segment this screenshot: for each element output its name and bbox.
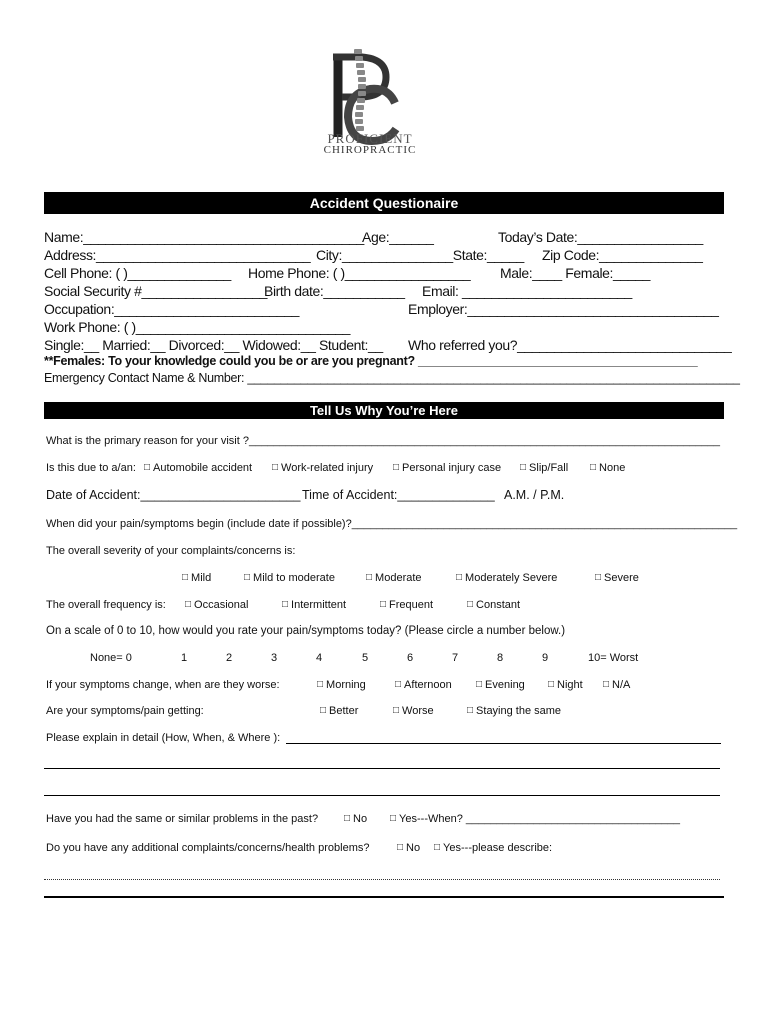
option-constant[interactable]: □ Constant	[467, 599, 521, 611]
checkbox-icon[interactable]: □	[317, 679, 324, 690]
option-worse[interactable]: □ Worse	[393, 705, 434, 717]
worse-time-label: If your symptoms change, when are they worse:	[46, 679, 280, 691]
checkbox-icon[interactable]: □	[393, 705, 400, 716]
describe-line[interactable]	[44, 879, 720, 880]
gender-field[interactable]: Male:____ Female:_____	[500, 265, 650, 281]
due-to-label: Is this due to a/an:	[46, 462, 136, 474]
occupation-field[interactable]: Occupation:_________________________	[44, 301, 299, 317]
scale-1[interactable]: 1	[181, 652, 188, 664]
checkbox-icon[interactable]: □	[182, 572, 189, 583]
city-state-field[interactable]: City:_______________State:_____	[316, 247, 524, 263]
zip-code-field[interactable]: Zip Code:______________	[542, 247, 703, 263]
option-morning[interactable]: □ Morning	[317, 679, 366, 691]
scale-5[interactable]: 5	[362, 652, 369, 664]
checkbox-icon[interactable]: □	[320, 705, 327, 716]
checkbox-icon[interactable]: □	[380, 599, 387, 610]
option-afternoon[interactable]: □ Afternoon	[395, 679, 452, 691]
scale-7[interactable]: 7	[452, 652, 459, 664]
option-severe[interactable]: □ Severe	[595, 572, 639, 584]
severity-label: The overall severity of your complaints/concerns is:	[46, 545, 296, 557]
bottom-rule	[44, 896, 724, 898]
checkbox-icon[interactable]: □	[467, 705, 474, 716]
frequency-label: The overall frequency is:	[46, 599, 166, 611]
form-title: Accident Questionaire	[309, 195, 459, 211]
scale-9[interactable]: 9	[542, 652, 549, 664]
date-of-accident-field[interactable]: Date of Accident:_______________________	[46, 488, 301, 502]
checkbox-icon[interactable]: □	[595, 572, 602, 583]
scale-0[interactable]: None= 0	[90, 652, 132, 664]
past-problems-yes[interactable]: □ Yes---When? ___________________________________	[390, 813, 681, 825]
symptoms-trend-label: Are your symptoms/pain getting:	[46, 705, 204, 717]
option-mild-to-moderate[interactable]: □ Mild to moderate	[244, 572, 335, 584]
work-phone-field[interactable]: Work Phone: ( )_____________________________	[44, 319, 350, 335]
option-frequent[interactable]: □ Frequent	[380, 599, 434, 611]
time-of-accident-field[interactable]: Time of Accident:______________	[302, 488, 495, 502]
scale-4[interactable]: 4	[316, 652, 323, 664]
option-moderately-severe[interactable]: □ Moderately Severe	[456, 572, 558, 584]
checkbox-icon[interactable]: □	[282, 599, 289, 610]
checkbox-icon[interactable]: □	[434, 842, 441, 853]
scale-10[interactable]: 10= Worst	[588, 652, 639, 664]
additional-complaints-yes[interactable]: □ Yes---please describe:	[434, 842, 553, 854]
checkbox-icon[interactable]: □	[590, 462, 597, 473]
checkbox-icon[interactable]: □	[476, 679, 483, 690]
cell-phone-field[interactable]: Cell Phone: ( )______________	[44, 265, 231, 281]
checkbox-icon[interactable]: □	[395, 679, 402, 690]
referred-by-field[interactable]: Who referred you?_____________________________	[408, 337, 732, 353]
marital-status-field[interactable]: Single:__ Married:__ Divorced:__ Widowed:__ Student:__	[44, 337, 383, 353]
checkbox-icon[interactable]: □	[144, 462, 151, 473]
name-field[interactable]: Name:______________________________________	[44, 229, 364, 245]
option-none[interactable]: □ None	[590, 462, 626, 474]
pain-scale-question: On a scale of 0 to 10, how would you rate your pain/symptoms today? (Please circle a number below.)	[46, 625, 566, 637]
checkbox-icon[interactable]: □	[393, 462, 400, 473]
checkbox-icon[interactable]: □	[366, 572, 373, 583]
checkbox-icon[interactable]: □	[548, 679, 555, 690]
option-slip-fall[interactable]: □ Slip/Fall	[520, 462, 569, 474]
logo-line2: CHIROPRACTIC	[323, 144, 417, 156]
form-title-bar	[44, 192, 724, 214]
scale-8[interactable]: 8	[497, 652, 504, 664]
additional-complaints-no[interactable]: □ No	[397, 842, 421, 854]
pregnancy-question[interactable]: **Females: To your knowledge could you be or are you pregnant? __________________________________________	[44, 354, 698, 368]
checkbox-icon[interactable]: □	[467, 599, 474, 610]
age-field[interactable]: Age:______	[362, 229, 434, 245]
checkbox-icon[interactable]: □	[272, 462, 279, 473]
option-staying-the-same[interactable]: □ Staying the same	[467, 705, 562, 717]
pain-begin-field[interactable]: When did your pain/symptoms begin (include date if possible)?_______________________________________________________________	[46, 518, 738, 530]
employer-field[interactable]: Employer:__________________________________	[408, 301, 719, 317]
checkbox-icon[interactable]: □	[390, 813, 397, 824]
checkbox-icon[interactable]: □	[603, 679, 610, 690]
checkbox-icon[interactable]: □	[520, 462, 527, 473]
option-automobile-accident[interactable]: □ Automobile accident	[144, 462, 253, 474]
checkbox-icon[interactable]: □	[344, 813, 351, 824]
option-better[interactable]: □ Better	[320, 705, 359, 717]
scale-2[interactable]: 2	[226, 652, 233, 664]
todays-date-field[interactable]: Today’s Date:_________________	[498, 229, 703, 245]
checkbox-icon[interactable]: □	[397, 842, 404, 853]
explain-line-3[interactable]	[44, 795, 720, 796]
emergency-contact-field[interactable]: Emergency Contact Name & Number: __________________________________________________________________________	[44, 371, 740, 385]
option-work-related-injury[interactable]: □ Work-related injury	[272, 462, 374, 474]
checkbox-icon[interactable]: □	[456, 572, 463, 583]
explain-line-1[interactable]	[286, 743, 721, 744]
explain-line-2[interactable]	[44, 768, 720, 769]
explain-label: Please explain in detail (How, When, & Where ):	[46, 732, 281, 744]
option-occasional[interactable]: □ Occasional	[185, 599, 249, 611]
option-na[interactable]: □ N/A	[603, 679, 631, 691]
additional-complaints-label: Do you have any additional complaints/concerns/health problems?	[46, 842, 370, 854]
address-field[interactable]: Address:_____________________________	[44, 247, 311, 263]
option-night[interactable]: □ Night	[548, 679, 583, 691]
home-phone-field[interactable]: Home Phone: ( )_________________	[248, 265, 471, 281]
option-personal-injury-case[interactable]: □ Personal injury case	[393, 462, 502, 474]
scale-3[interactable]: 3	[271, 652, 278, 664]
option-intermittent[interactable]: □ Intermittent	[282, 599, 347, 611]
option-evening[interactable]: □ Evening	[476, 679, 525, 691]
ssn-field[interactable]: Social Security #_________________	[44, 283, 268, 299]
past-problems-no[interactable]: □ No	[344, 813, 368, 825]
option-moderate[interactable]: □ Moderate	[366, 572, 422, 584]
logo-line1: PROFICIENT	[327, 131, 413, 146]
checkbox-icon[interactable]: □	[185, 599, 192, 610]
section-title-bar	[44, 402, 724, 419]
scale-6[interactable]: 6	[407, 652, 414, 664]
clinic-logo	[300, 45, 440, 165]
am-pm-choice[interactable]: A.M. / P.M.	[504, 488, 565, 502]
section-title: Tell Us Why You’re Here	[309, 403, 459, 418]
birth-date-field[interactable]: Birth date:___________	[264, 283, 405, 299]
primary-reason-field[interactable]: What is the primary reason for your visit ?_____________________________________________________________________________	[46, 435, 721, 447]
email-field[interactable]: Email: _______________________	[422, 283, 632, 299]
option-mild[interactable]: □ Mild	[182, 572, 212, 584]
checkbox-icon[interactable]: □	[244, 572, 251, 583]
past-problems-label: Have you had the same or similar problems in the past?	[46, 813, 319, 825]
